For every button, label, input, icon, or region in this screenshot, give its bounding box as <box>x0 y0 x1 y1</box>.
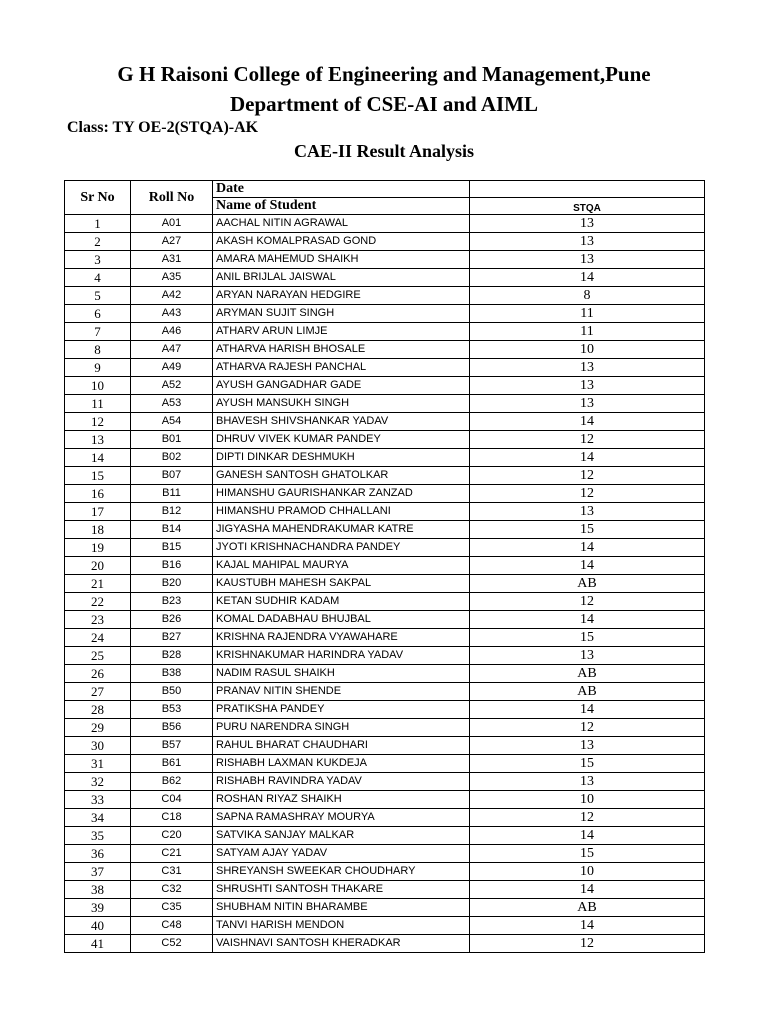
cell-student-name: ROSHAN RIYAZ SHAIKH <box>213 791 470 809</box>
cell-sr-no: 19 <box>65 539 131 557</box>
cell-sr-no: 38 <box>65 881 131 899</box>
cell-stqa-mark: AB <box>470 665 705 683</box>
class-label: Class: TY OE-2(STQA)-AK <box>67 119 259 136</box>
cell-student-name: AACHAL NITIN AGRAWAL <box>213 215 470 233</box>
table-row <box>65 773 705 791</box>
cell-stqa-mark: 15 <box>470 521 705 539</box>
cell-stqa-mark: 13 <box>470 395 705 413</box>
cell-roll-no: C48 <box>131 917 213 935</box>
cell-sr-no: 11 <box>65 395 131 413</box>
cell-roll-no: B20 <box>131 575 213 593</box>
department-title: Department of CSE-AI and AIML <box>229 92 538 116</box>
cell-roll-no: B61 <box>131 755 213 773</box>
cell-sr-no: 20 <box>65 557 131 575</box>
cell-student-name: KOMAL DADABHAU BHUJBAL <box>213 611 470 629</box>
cell-roll-no: B38 <box>131 665 213 683</box>
cell-student-name: KETAN SUDHIR KADAM <box>213 593 470 611</box>
cell-sr-no: 39 <box>65 899 131 917</box>
cell-roll-no: B14 <box>131 521 213 539</box>
cell-stqa-mark: 15 <box>470 845 705 863</box>
cell-sr-no: 22 <box>65 593 131 611</box>
cell-roll-no: B16 <box>131 557 213 575</box>
cell-stqa-mark: 13 <box>470 251 705 269</box>
cell-stqa-mark: 12 <box>470 467 705 485</box>
cell-sr-no: 4 <box>65 269 131 287</box>
table-row <box>65 449 705 467</box>
header-date: Date <box>213 181 470 198</box>
cell-student-name: TANVI HARISH MENDON <box>213 917 470 935</box>
table-row <box>65 791 705 809</box>
cell-roll-no: C35 <box>131 899 213 917</box>
cell-stqa-mark: 12 <box>470 593 705 611</box>
cell-sr-no: 8 <box>65 341 131 359</box>
cell-sr-no: 30 <box>65 737 131 755</box>
cell-roll-no: C21 <box>131 845 213 863</box>
table-row <box>65 665 705 683</box>
cell-sr-no: 7 <box>65 323 131 341</box>
cell-stqa-mark: 13 <box>470 359 705 377</box>
cell-student-name: ATHARVA RAJESH PANCHAL <box>213 359 470 377</box>
header-roll-no: Roll No <box>131 181 213 215</box>
cell-stqa-mark: 10 <box>470 341 705 359</box>
cell-roll-no: B26 <box>131 611 213 629</box>
cell-sr-no: 18 <box>65 521 131 539</box>
table-row <box>65 863 705 881</box>
table-row <box>65 251 705 269</box>
cell-student-name: SHRUSHTI SANTOSH THAKARE <box>213 881 470 899</box>
cell-sr-no: 24 <box>65 629 131 647</box>
cell-stqa-mark: 10 <box>470 863 705 881</box>
cell-student-name: ARYMAN SUJIT SINGH <box>213 305 470 323</box>
cell-student-name: VAISHNAVI SANTOSH KHERADKAR <box>213 935 470 953</box>
cell-student-name: RISHABH RAVINDRA YADAV <box>213 773 470 791</box>
cell-roll-no: B56 <box>131 719 213 737</box>
cell-student-name: ANIL BRIJLAL JAISWAL <box>213 269 470 287</box>
cell-stqa-mark: 14 <box>470 611 705 629</box>
college-title: G H Raisoni College of Engineering and Management,Pune <box>117 62 651 86</box>
cell-roll-no: A46 <box>131 323 213 341</box>
cell-student-name: DHRUV VIVEK KUMAR PANDEY <box>213 431 470 449</box>
cell-sr-no: 13 <box>65 431 131 449</box>
cell-student-name: PRANAV NITIN SHENDE <box>213 683 470 701</box>
cell-roll-no: B57 <box>131 737 213 755</box>
cell-sr-no: 16 <box>65 485 131 503</box>
header-subject: STQA <box>470 198 705 215</box>
table-row <box>65 269 705 287</box>
cell-student-name: PRATIKSHA PANDEY <box>213 701 470 719</box>
cell-student-name: HIMANSHU GAURISHANKAR ZANZAD <box>213 485 470 503</box>
cell-stqa-mark: 12 <box>470 935 705 953</box>
cell-student-name: ATHARV ARUN LIMJE <box>213 323 470 341</box>
table-row <box>65 917 705 935</box>
cell-stqa-mark: 10 <box>470 791 705 809</box>
table-row <box>65 503 705 521</box>
table-row <box>65 485 705 503</box>
cell-roll-no: A31 <box>131 251 213 269</box>
cell-stqa-mark: AB <box>470 683 705 701</box>
cell-student-name: SATYAM AJAY YADAV <box>213 845 470 863</box>
cell-student-name: HIMANSHU PRAMOD CHHALLANI <box>213 503 470 521</box>
cell-roll-no: B07 <box>131 467 213 485</box>
cell-roll-no: C18 <box>131 809 213 827</box>
cell-stqa-mark: 14 <box>470 701 705 719</box>
cell-stqa-mark: 14 <box>470 827 705 845</box>
cell-roll-no: B15 <box>131 539 213 557</box>
cell-roll-no: A43 <box>131 305 213 323</box>
cell-student-name: ARYAN NARAYAN HEDGIRE <box>213 287 470 305</box>
cell-sr-no: 29 <box>65 719 131 737</box>
table-row <box>65 755 705 773</box>
cell-roll-no: A27 <box>131 233 213 251</box>
cell-student-name: AYUSH GANGADHAR GADE <box>213 377 470 395</box>
cell-stqa-mark: 14 <box>470 917 705 935</box>
cell-student-name: PURU NARENDRA SINGH <box>213 719 470 737</box>
cell-student-name: NADIM RASUL SHAIKH <box>213 665 470 683</box>
header-student-name: Name of Student <box>213 198 470 215</box>
table-row <box>65 719 705 737</box>
cell-stqa-mark: 13 <box>470 647 705 665</box>
cell-sr-no: 6 <box>65 305 131 323</box>
cell-stqa-mark: 12 <box>470 719 705 737</box>
table-row <box>65 305 705 323</box>
table-row <box>65 395 705 413</box>
cell-sr-no: 28 <box>65 701 131 719</box>
table-row <box>65 809 705 827</box>
cell-student-name: KRISHNA RAJENDRA VYAWAHARE <box>213 629 470 647</box>
cell-roll-no: C31 <box>131 863 213 881</box>
table-row <box>65 827 705 845</box>
cell-roll-no: B11 <box>131 485 213 503</box>
cell-sr-no: 10 <box>65 377 131 395</box>
cell-student-name: DIPTI DINKAR DESHMUKH <box>213 449 470 467</box>
cell-roll-no: A49 <box>131 359 213 377</box>
cell-roll-no: B50 <box>131 683 213 701</box>
table-row <box>65 935 705 953</box>
cell-stqa-mark: 14 <box>470 413 705 431</box>
cell-stqa-mark: 11 <box>470 323 705 341</box>
cell-student-name: ATHARVA HARISH BHOSALE <box>213 341 470 359</box>
cell-roll-no: A54 <box>131 413 213 431</box>
table-row <box>65 593 705 611</box>
table-row <box>65 359 705 377</box>
table-row <box>65 575 705 593</box>
header-row-date <box>65 181 705 198</box>
table-row <box>65 287 705 305</box>
header-date-value <box>470 181 705 198</box>
cell-roll-no: A53 <box>131 395 213 413</box>
table-row <box>65 215 705 233</box>
table-row <box>65 233 705 251</box>
cell-stqa-mark: 12 <box>470 431 705 449</box>
cell-student-name: AYUSH MANSUKH SINGH <box>213 395 470 413</box>
cell-stqa-mark: 14 <box>470 269 705 287</box>
header-sr-no: Sr No <box>65 181 131 215</box>
table-row <box>65 413 705 431</box>
cell-student-name: SHREYANSH SWEEKAR CHOUDHARY <box>213 863 470 881</box>
report-title: CAE-II Result Analysis <box>293 141 475 161</box>
table-row <box>65 431 705 449</box>
table-row <box>65 845 705 863</box>
cell-sr-no: 37 <box>65 863 131 881</box>
cell-student-name: KAUSTUBH MAHESH SAKPAL <box>213 575 470 593</box>
cell-stqa-mark: 13 <box>470 377 705 395</box>
cell-stqa-mark: 12 <box>470 485 705 503</box>
cell-stqa-mark: 15 <box>470 755 705 773</box>
cell-roll-no: B12 <box>131 503 213 521</box>
cell-student-name: JIGYASHA MAHENDRAKUMAR KATRE <box>213 521 470 539</box>
table-row <box>65 521 705 539</box>
cell-student-name: KAJAL MAHIPAL MAURYA <box>213 557 470 575</box>
result-table <box>64 180 705 953</box>
cell-stqa-mark: 13 <box>470 233 705 251</box>
cell-roll-no: C52 <box>131 935 213 953</box>
cell-roll-no: A52 <box>131 377 213 395</box>
cell-sr-no: 27 <box>65 683 131 701</box>
cell-sr-no: 3 <box>65 251 131 269</box>
cell-stqa-mark: 13 <box>470 215 705 233</box>
cell-roll-no: B23 <box>131 593 213 611</box>
cell-sr-no: 9 <box>65 359 131 377</box>
cell-stqa-mark: 12 <box>470 809 705 827</box>
cell-student-name: SAPNA RAMASHRAY MOURYA <box>213 809 470 827</box>
cell-roll-no: B28 <box>131 647 213 665</box>
cell-sr-no: 25 <box>65 647 131 665</box>
cell-sr-no: 33 <box>65 791 131 809</box>
cell-roll-no: B02 <box>131 449 213 467</box>
cell-roll-no: C32 <box>131 881 213 899</box>
table-row <box>65 899 705 917</box>
cell-stqa-mark: 13 <box>470 773 705 791</box>
cell-roll-no: A01 <box>131 215 213 233</box>
cell-stqa-mark: AB <box>470 899 705 917</box>
cell-sr-no: 21 <box>65 575 131 593</box>
cell-student-name: AMARA MAHEMUD SHAIKH <box>213 251 470 269</box>
cell-sr-no: 23 <box>65 611 131 629</box>
cell-sr-no: 35 <box>65 827 131 845</box>
cell-roll-no: A42 <box>131 287 213 305</box>
table-row <box>65 341 705 359</box>
cell-sr-no: 36 <box>65 845 131 863</box>
cell-stqa-mark: 14 <box>470 539 705 557</box>
cell-roll-no: C20 <box>131 827 213 845</box>
cell-sr-no: 32 <box>65 773 131 791</box>
table-row <box>65 881 705 899</box>
cell-sr-no: 12 <box>65 413 131 431</box>
cell-stqa-mark: AB <box>470 575 705 593</box>
cell-student-name: AKASH KOMALPRASAD GOND <box>213 233 470 251</box>
cell-stqa-mark: 14 <box>470 881 705 899</box>
table-row <box>65 323 705 341</box>
table-row <box>65 557 705 575</box>
cell-stqa-mark: 13 <box>470 503 705 521</box>
cell-student-name: JYOTI KRISHNACHANDRA PANDEY <box>213 539 470 557</box>
table-row <box>65 377 705 395</box>
cell-sr-no: 41 <box>65 935 131 953</box>
cell-roll-no: B27 <box>131 629 213 647</box>
cell-stqa-mark: 14 <box>470 557 705 575</box>
cell-sr-no: 15 <box>65 467 131 485</box>
cell-sr-no: 40 <box>65 917 131 935</box>
cell-stqa-mark: 13 <box>470 737 705 755</box>
cell-roll-no: A47 <box>131 341 213 359</box>
cell-roll-no: A35 <box>131 269 213 287</box>
cell-stqa-mark: 8 <box>470 287 705 305</box>
table-row <box>65 647 705 665</box>
table-row <box>65 737 705 755</box>
cell-sr-no: 26 <box>65 665 131 683</box>
table-row <box>65 611 705 629</box>
table-row <box>65 683 705 701</box>
cell-sr-no: 5 <box>65 287 131 305</box>
cell-sr-no: 2 <box>65 233 131 251</box>
cell-stqa-mark: 11 <box>470 305 705 323</box>
table-row <box>65 539 705 557</box>
cell-student-name: BHAVESH SHIVSHANKAR YADAV <box>213 413 470 431</box>
cell-student-name: SHUBHAM NITIN BHARAMBE <box>213 899 470 917</box>
table-row <box>65 701 705 719</box>
cell-sr-no: 31 <box>65 755 131 773</box>
cell-student-name: SATVIKA SANJAY MALKAR <box>213 827 470 845</box>
cell-roll-no: C04 <box>131 791 213 809</box>
cell-sr-no: 1 <box>65 215 131 233</box>
cell-roll-no: B01 <box>131 431 213 449</box>
table-row <box>65 629 705 647</box>
table-row <box>65 467 705 485</box>
cell-sr-no: 34 <box>65 809 131 827</box>
cell-roll-no: B53 <box>131 701 213 719</box>
cell-student-name: KRISHNAKUMAR HARINDRA YADAV <box>213 647 470 665</box>
cell-sr-no: 17 <box>65 503 131 521</box>
cell-stqa-mark: 14 <box>470 449 705 467</box>
cell-student-name: GANESH SANTOSH GHATOLKAR <box>213 467 470 485</box>
cell-roll-no: B62 <box>131 773 213 791</box>
cell-student-name: RISHABH LAXMAN KUKDEJA <box>213 755 470 773</box>
cell-student-name: RAHUL BHARAT CHAUDHARI <box>213 737 470 755</box>
cell-sr-no: 14 <box>65 449 131 467</box>
cell-stqa-mark: 15 <box>470 629 705 647</box>
